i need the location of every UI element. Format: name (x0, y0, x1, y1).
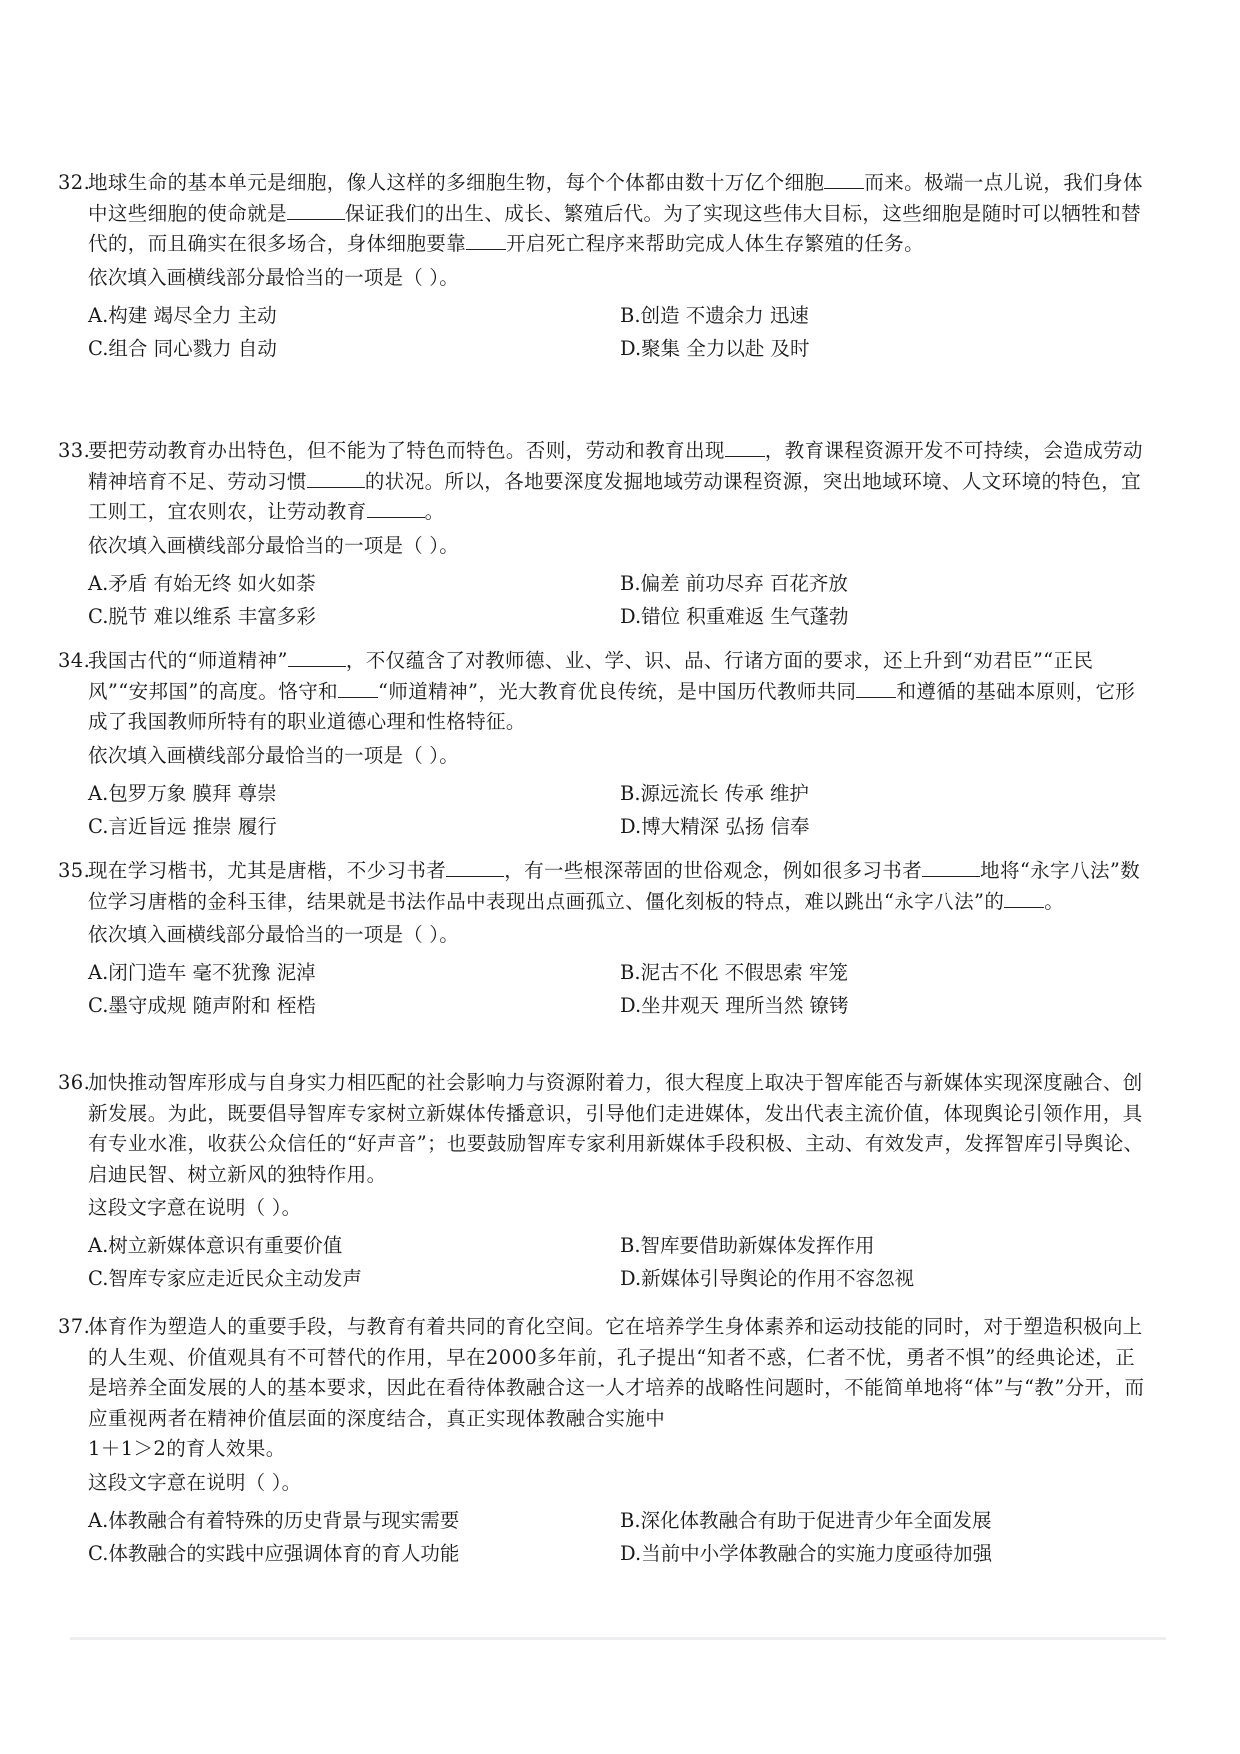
fill-blank (307, 469, 365, 488)
fill-blank (922, 858, 980, 877)
footer-divider (70, 1637, 1166, 1640)
question-number: 33. (58, 439, 91, 462)
option-a[interactable]: A.体教融合有着特殊的历史背景与现实需要 (88, 1508, 460, 1532)
question-prompt: 依次填入画横线部分最恰当的一项是（ ）。 (88, 533, 459, 557)
question-37 (58, 1312, 1148, 1568)
fill-blank (367, 499, 425, 518)
fill-blank (1004, 889, 1044, 908)
option-c[interactable]: C.组合 同心戮力 自动 (88, 336, 277, 360)
question-stem: 34. 我国古代的“师道精神” ，不仅蕴含了对教师德、业、学、识、品、行诸方面的要求，还上升到“劝君臣”“正民风”“安邦国”的高度。恪守和 “师道精神”，光大教育优良传统，是中国历代教师共同 和遵循的基础本原则，它形成了我国教师所特有的职业道德心理和性格特征。 (58, 646, 1148, 738)
option-d[interactable]: D.坐井观天 理所当然 镣铐 (620, 994, 849, 1017)
option-d[interactable]: D.错位 积重难返 生气蓬勃 (620, 604, 849, 628)
option-a[interactable]: A.闭门造车 毫不犹豫 泥淖 (88, 961, 316, 984)
option-b[interactable]: B.创造 不遗余力 迅速 (620, 303, 809, 327)
fill-blank (446, 858, 504, 877)
option-a[interactable]: A.构建 竭尽全力 主动 (88, 303, 277, 327)
question-number: 35. (58, 859, 91, 882)
question-stem: 35. 现在学习楷书，尤其是唐楷，不少习书者 ，有一些根深蒂固的世俗观念，例如很多习书者 地将“永字八法”数位学习唐楷的金科玉律，结果就是书法作品中表现出点画孤立、僵化刻板的特点，难以跳出“永字八法”的 。 (58, 856, 1148, 917)
option-b[interactable]: B.偏差 前功尽弃 百花齐放 (620, 571, 848, 595)
option-b[interactable]: B.深化体教融合有助于促进青少年全面发展 (620, 1508, 992, 1532)
question-number: 34. (58, 649, 91, 672)
option-a[interactable]: A.包罗万象 膜拜 尊崇 (88, 781, 277, 805)
fill-blank (856, 679, 896, 698)
fill-blank (288, 648, 346, 667)
question-prompt: 这段文字意在说明（ ）。 (88, 1470, 302, 1494)
option-a[interactable]: A.树立新媒体意识有重要价值 (88, 1234, 343, 1257)
option-a[interactable]: A.矛盾 有始无终 如火如荼 (88, 571, 316, 595)
answer-options (58, 1506, 1148, 1568)
question-number: 37. (58, 1315, 91, 1338)
option-d[interactable]: D.聚集 全力以赴 及时 (620, 336, 810, 360)
option-c[interactable]: C.脱节 难以维系 丰富多彩 (88, 604, 316, 628)
fill-blank (824, 170, 864, 189)
question-number: 32. (58, 171, 91, 194)
fill-blank (466, 231, 506, 250)
fill-blank (338, 679, 378, 698)
question-stem: 33. 要把劳动教育办出特色，但不能为了特色而特色。否则，劳动和教育出现 ，教育课程资源开发不可持续，会造成劳动精神培育不足、劳动习惯 的状况。所以，各地要深度发掘地域劳动课程资源，突出地域环境、人文环境的特色，宜工则工，宜农则农，让劳动教育 。 (58, 436, 1148, 528)
question-34 (58, 646, 1148, 841)
option-d[interactable]: D.当前中小学体教融合的实施力度亟待加强 (620, 1541, 993, 1565)
question-prompt: 依次填入画横线部分最恰当的一项是（ ）。 (88, 743, 459, 767)
option-d[interactable]: D.博大精深 弘扬 信奉 (620, 814, 810, 838)
option-b[interactable]: B.泥古不化 不假思索 牢笼 (620, 961, 848, 984)
option-c[interactable]: C.言近旨远 推崇 履行 (88, 814, 277, 838)
answer-options (58, 1231, 1148, 1293)
question-stem: 36. 加快推动智库形成与自身实力相匹配的社会影响力与资源附着力，很大程度上取决于智库能否与新媒体实现深度融合、创新发展。为此，既要倡导智库专家树立新媒体传播意识，引导他们走进媒体，发出代表主流价值，体现舆论引领作用，具有专业水准，收获公众信任的“好声音”；也要鼓励智库专家利用新媒体手段积极、主动、有效发声，发挥智库引导舆论、启迪民智、树立新风的独特作用。 (58, 1068, 1148, 1190)
question-prompt: 依次填入画横线部分最恰当的一项是（ ）。 (88, 265, 459, 289)
question-32 (58, 168, 1148, 363)
answer-options (58, 301, 1148, 363)
answer-options (58, 779, 1148, 841)
option-c[interactable]: C.体教融合的实践中应强调体育的育人功能 (88, 1541, 460, 1565)
option-b[interactable]: B.智库要借助新媒体发挥作用 (620, 1234, 875, 1257)
question-prompt: 依次填入画横线部分最恰当的一项是（ ）。 (88, 923, 459, 946)
question-stem: 37. 体育作为塑造人的重要手段，与教育有着共同的育化空间。它在培养学生身体素养和运动技能的同时，对于塑造积极向上的人生观、价值观具有不可替代的作用，早在2000多年前，孔子提出“知者不惑，仁者不忧，勇者不惧”的经典论述，正是培养全面发展的人的基本要求，因此在看待体教融合这一人才培养的战略性问题时，不能简单地将“体”与“教”分开，而应重视两者在精神价值层面的深度结合，真正实现体教融合实施中 1＋1＞2的育人效果。 (58, 1312, 1148, 1465)
question-prompt: 这段文字意在说明（ ）。 (88, 1196, 302, 1219)
option-b[interactable]: B.源远流长 传承 维护 (620, 781, 809, 805)
question-number: 36. (58, 1071, 91, 1094)
question-36 (58, 1068, 1148, 1293)
question-stem: 32. 地球生命的基本单元是细胞，像人这样的多细胞生物，每个个体都由数十万亿个细胞 而来。极端一点儿说，我们身体中这些细胞的使命就是 保证我们的出生、成长、繁殖后代。为了实现这些伟大目标，这些细胞是随时可以牺牲和替代的，而且确实在很多场合，身体细胞要靠 开启死亡程序来帮助完成人体生存繁殖的任务。 (58, 168, 1148, 260)
question-33 (58, 436, 1148, 631)
answer-options (58, 958, 1148, 1020)
fill-blank (287, 201, 345, 220)
answer-options (58, 569, 1148, 631)
question-35 (58, 856, 1148, 1020)
option-d[interactable]: D.新媒体引导舆论的作用不容忽视 (620, 1267, 915, 1290)
option-c[interactable]: C.智库专家应走近民众主动发声 (88, 1267, 362, 1290)
fill-blank (725, 438, 765, 457)
option-c[interactable]: C.墨守成规 随声附和 桎梏 (88, 994, 316, 1017)
